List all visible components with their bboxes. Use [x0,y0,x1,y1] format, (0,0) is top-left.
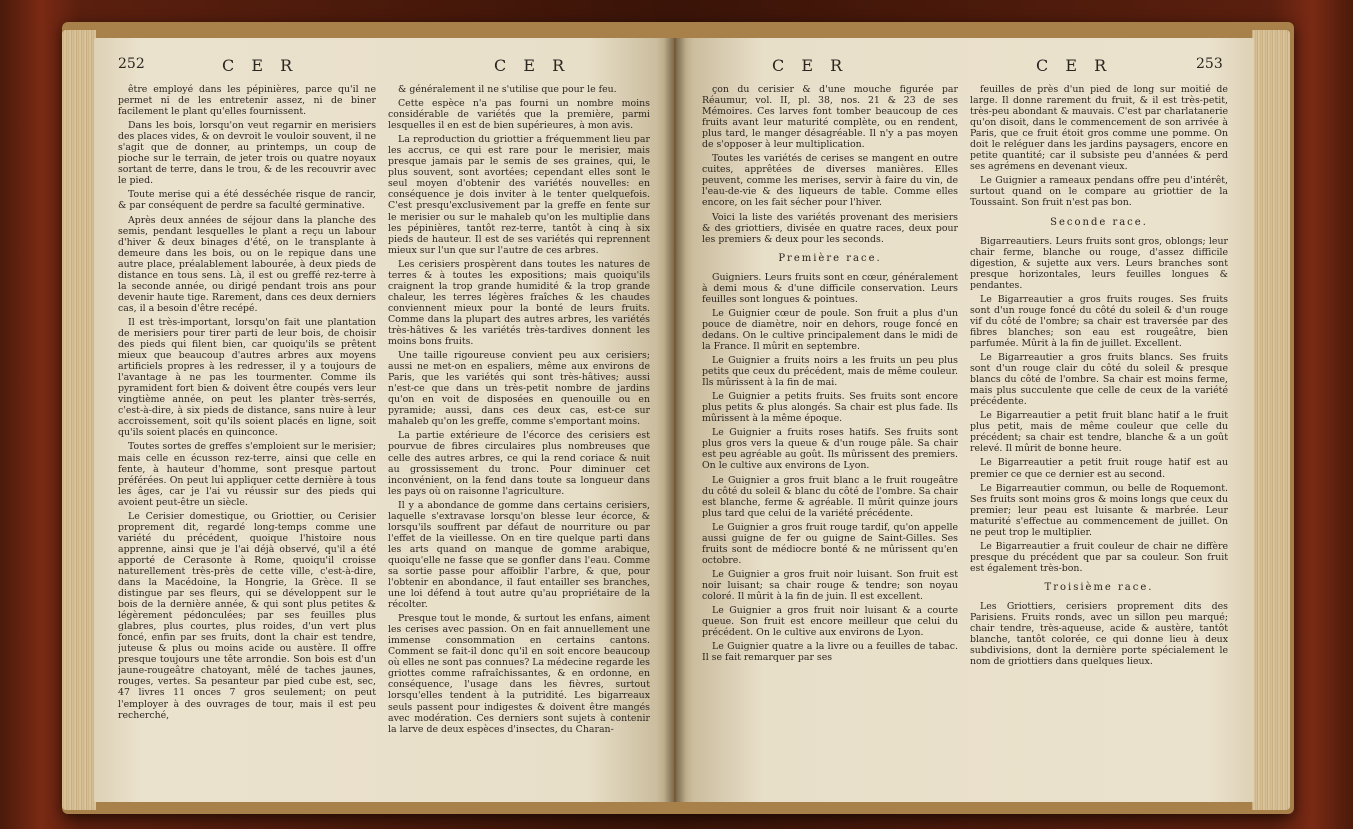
paragraph: Une taille rigoureuse convient peu aux cerisiers; aussi ne met-on en espaliers, même aux environs de Paris, que les variétés qui sont très-hâtives; aussi n'est-ce que dans un très-petit nombre de jardins qu'on en voit de disposées en quenouille ou en pyramide; aussi, dans ces deux cas, est-ce sur mahaleb qu'on les greffe, comme s'emportant moins. [388,350,650,428]
paragraph: Il est très-important, lorsqu'on fait une plantation de merisiers pour tirer parti de leur bois, de choisir des pieds qui filent bien, car quoiqu'ils se prêtent mieux que beaucoup d'autres arbres aux moyens artificiels propres à les redresser, il y a toujours de l'avantage à ne pas les tourmenter. Comme ils pyramident fort bien & doivent être coupés vers leur vingtième année, on peut les planter très-serrés, c'est-à-dire, à six pieds de distance, sans nuire à leur accroissement, soit qu'ils soient placés en ligne, soit qu'ils soient placés en quinconce. [118,316,376,439]
paragraph: Le Guignier a rameaux pendans offre peu d'intérêt, surtout quand on le compare au griottier de la Toussaint. Son fruit n'est pas bon. [970,175,1228,209]
paragraph: Le Guignier cœur de poule. Son fruit a plus d'un pouce de diamètre, noir en dehors, rouge foncé en dedans. On le cultive principalement dans le midi de la France. Il mûrit en septembre. [702,307,958,352]
paragraph: Le Bigarreautier commun, ou belle de Roquemont. Ses fruits sont moins gros & moins longs que ceux du premier; leur peau est luisante & marbrée. Leur maturité s'effectue au commencement de juillet. On ne peut trop le multiplier. [970,482,1228,538]
paragraph: Le Bigarreautier a gros fruits rouges. Ses fruits sont d'un rouge foncé du côté du soleil & d'un rouge vif du côté de l'ombre; sa chair est traversée par des fibres blanches; son eau est rougeâtre, bien parfumée. Mûrit à la fin de juillet. Excellent. [970,293,1228,349]
running-head: C E R [222,56,299,75]
text-column-2 [388,84,650,794]
paragraph: Le Bigarreautier a petit fruit rouge hatif est au premier ce que ce dernier est au second. [970,457,1228,480]
text-column-1 [702,84,958,794]
paragraph: Toute merise qui a été desséchée risque de rancir, & par conséquent de perdre sa faculté germinative. [118,189,376,212]
paragraph: feuilles de près d'un pied de long sur moitié de large. Il donne rarement du fruit, & il est très-petit, très-peu abondant & mauvais. C'est par charlatanerie qu'on disoit, dans le commencement de son arrivée à Paris, que ce fruit étoit gros comme une pomme. On doit le reléguer dans les jardins paysagers, encore en petite quantité; car il subsiste peu d'années & perd ses agrémens en devenant vieux. [970,84,1228,173]
paragraph: Les Griottiers, cerisiers proprement dits des Parisiens. Fruits ronds, avec un sillon peu marqué; chair tendre, très-aqueuse, acide & austère, tantôt blanche, tantôt colorée, ce qui donne lieu à deux subdivisions, dont la dernière porte spécialement le nom de griottiers dans quelques lieux. [970,600,1228,668]
paragraph: Toutes sortes de greffes s'emploient sur le merisier; mais celle en écusson rez-terre, ainsi que celle en fente, à hauteur d'homme, sont presque partout préférées. On peut lui appliquer cette dernière à tous les âges, car je l'ai vu réussir sur des pieds qui avoient peut-être un siècle. [118,441,376,508]
paragraph: Il y a abondance de gomme dans certains cerisiers, laquelle s'extravase lorsqu'on blesse leur écorce, & lorsqu'ils souffrent par défaut de nourriture ou par l'effet de la vieillesse. On en tire quelque parti dans les arts quand on manque de gomme arabique, quoiqu'elle ne fasse que se gonfler dans l'eau. Comme sa sortie passe pour affoiblir l'arbre, & que, pour l'obtenir en abondance, il faut entailler ses branches, une loi défend à tout autre qu'au propriétaire de la récolter. [388,499,650,611]
paragraph: Le Guignier a fruits roses hatifs. Ses fruits sont plus gros vers la queue & d'un rouge pâle. Sa chair est peu agréable au goût. Ils mûrissent des premiers. On le cultive aux environs de Lyon. [702,427,958,472]
paragraph: Le Guignier quatre a la livre ou a feuilles de tabac. Il se fait remarquer par ses [702,641,958,664]
section-heading: Seconde race. [1050,216,1148,228]
paragraph: çon du cerisier & d'une mouche figurée par Réaumur, vol. II, pl. 38, nos. 21 & 23 de ses Mémoires. Ces larves font tomber beaucoup de ces fruits avant leur maturité complète, ou en rendent, plus tard, le manger désagréable. Il n'y a pas moyen de s'opposer à leur multiplication. [702,84,958,151]
running-head: C E R [1036,56,1113,75]
paragraph: Toutes les variétés de cerises se mangent en outre cuites, apprêtées de diverses manières. Elles peuvent, comme les merises, servir à faire du vin, de l'eau-de-vie & des liqueurs de table. Comme elles encore, on les fait sécher pour l'hiver. [702,153,958,209]
paragraph: Les cerisiers prospèrent dans toutes les natures de terres & à toutes les expositions; mais quoiqu'ils craignent la trop grande humidité & la trop grande chaleur, les terres légères fraîches & les chaudes conviennent mieux pour la bonté de leurs fruits. Comme dans la plupart des autres arbres, les variétés très-hâtives & les variétés très-tardives donnent les moins bons fruits. [388,258,650,348]
running-head: C E R [494,56,571,75]
paragraph: La reproduction du griottier a fréquemment lieu par les accrus, ce qui est rare pour le merisier, mais presque jamais par le semis de ses graines, qui, le plus souvent, sont avortées; cependant elles sont le seul moyen d'obtenir des variétés nouvelles: en conséquence je dois inviter à le tenter quelquefois. C'est presqu'exclusivement par la greffe en fente sur le merisier ou sur le mahaleb qu'on les multiplie dans les pépinières, tantôt rez-terre, tantôt à cinq à six pieds de hauteur. Il est de ses variétés qui reprennent mieux sur l'un que sur l'autre de ces arbres. [388,134,650,256]
paragraph: Presque tout le monde, & surtout les enfans, aiment les cerises avec passion. On en fait annuellement une immense consommation en certains cantons. Comment se fait-il donc qu'il en soit encore beaucoup où elles ne sont pas connues? La médecine regarde les griottes comme rafraîchissantes, & en ordonne, en conséquence, l'usage dans les fièvres, surtout lorsqu'elles tendent à la putridité. Les bigarreaux seuls passent pour indigestes & doivent être mangés avec modération. Ces derniers sont sujets à contenir la larve de deux espèces d'insectes, du Charan- [388,613,650,735]
page-number-left: 252 [118,56,145,72]
paragraph: Dans les bois, lorsqu'on veut regarnir en merisiers des places vides, & on devroit le vouloir souvent, il ne s'agit que de donner, au printemps, un coup de pioche sur le terrain, de jeter trois ou quatre noyaux sortant de terre, dans le trou, & de les recouvrir avec le pied. [118,120,376,187]
text-column-2 [970,84,1228,794]
running-head: C E R [772,56,849,75]
paragraph: Le Guignier a petits fruits. Ses fruits sont encore plus petits & plus alongés. Sa chair est plus fade. Ils mûrissent à la même époque. [702,391,958,425]
paragraph: Le Guignier a gros fruit rouge tardif, qu'on appelle aussi guigne de fer ou guigne de Saint-Gilles. Ses fruits sont de médiocre bonté & ne mûrissent qu'en octobre. [702,521,958,566]
paragraph: Le Guignier a gros fruit noir luisant & a courte queue. Son fruit est encore meilleur que celui du précédent. On le cultive aux environs de Lyon. [702,605,958,639]
paragraph: Bigarreautiers. Leurs fruits sont gros, oblongs; leur chair ferme, blanche ou rouge, d'assez difficile digestion, & sujette aux vers. Leurs branches sont presque horizontales, leurs feuilles longues & pendantes. [970,235,1228,291]
paragraph: Le Bigarreautier a gros fruits blancs. Ses fruits sont d'un rouge clair du côté du soleil & presque blancs du côté de l'ombre. Sa chair est moins ferme, mais plus succulente que celle de ceux de la variété précédente. [970,352,1228,408]
text-column-1 [118,84,376,794]
paragraph: Guigniers. Leurs fruits sont en cœur, généralement à demi mous & d'une difficile conservation. Leurs feuilles sont longues & pointues. [702,271,958,305]
right-page [676,38,1254,802]
paragraph: & généralement il ne s'utilise que pour le feu. [398,84,617,95]
paragraph: Le Guignier a fruits noirs a les fruits un peu plus petits que ceux du précédent, mais de même couleur. Ils mûrissent à la fin de mai. [702,355,958,389]
left-page [94,38,674,802]
paragraph: Le Bigarreautier a fruit couleur de chair ne diffère presque du précédent que par sa couleur. Son fruit est également très-bon. [970,540,1228,574]
page-number-right: 253 [1196,56,1223,72]
paragraph: Cette espèce n'a pas fourni un nombre moins considérable de variétés que la première, parmi lesquelles il en est de bien supérieures, à mon avis. [388,98,650,132]
section-heading: Première race. [778,252,882,264]
paragraph: Après deux années de séjour dans la planche des semis, pendant lesquelles le plant a reçu un labour d'hiver & deux binages d'été, on le transplante à demeure dans les bois, ou on le repique dans une autre place, préalablement labourée, à deux pieds de distance en tous sens. Là, il est ou greffé rez-terre à la seconde année, ou dirigé pendant trois ans pour devenir haute tige. Rarement, dans ces deux derniers cas, il a besoin d'être recépé. [118,214,376,314]
right-page-edges [1252,30,1290,810]
paragraph: Le Cerisier domestique, ou Griottier, ou Cerisier proprement dit, regardé long-temps comme une variété du précédent, quoique l'histoire nous apprenne, ainsi que je l'ai déjà observé, qu'il a été apporté de Cerasonte à Rome, quoiqu'il croisse naturellement très-près de cette ville, c'est-à-dire, dans la Macédoine, la Hongrie, la Grèce. Il se distingue par ses fleurs, qui se développent sur le bois de la dernière année, & qui sont plus petites & légèrement pédonculées; par ses feuilles plus glabres, plus courtes, plus roides, d'un vert plus foncé, enfin par ses fruits, dont la chair est tendre, juteuse & plus ou moins acide ou austère. Il offre presque toujours une tête arrondie. Son bois est d'un jaune-rougeâtre chatoyant, mêlé de taches jaunes, rouges, vertes. Sa pesanteur par pied cube est, sec, 47 livres 11 onces 7 gros seulement; on peut l'employer à des ouvrages de tour, mais il est peu recherché, [118,510,376,721]
section-heading: Troisième race. [1044,581,1154,593]
left-page-edges [62,30,96,810]
paragraph: Le Bigarreautier a petit fruit blanc hatif a le fruit plus petit, mais de même couleur que celle du précédent; sa chair est tendre, blanche & a un goût relevé. Il mûrit de bonne heure. [970,410,1228,455]
paragraph: Le Guignier a gros fruit noir luisant. Son fruit est noir luisant; sa chair rouge & tendre; son noyau coloré. Il mûrit à la fin de juin. Il est excellent. [702,568,958,602]
paragraph: Le Guignier a gros fruit blanc a le fruit rougeâtre du côté du soleil & blanc du côté de l'ombre. Sa chair est blanche, ferme & agréable. Il mûrit quinze jours plus tard que celui de la variété précédente. [702,474,958,519]
paragraph: La partie extérieure de l'écorce des cerisiers est pourvue de fibres circulaires plus nombreuses que celle des autres arbres, ce qui la rend coriace & nuit au grossissement du tronc. Pour diminuer cet inconvénient, on la fend dans toute sa longueur dans les pays où on raisonne l'agriculture. [388,430,650,497]
paragraph: être employé dans les pépinières, parce qu'il ne permet ni de les entretenir assez, ni de biner facilement le plant qu'elles fournissent. [118,84,376,118]
paragraph: Voici la liste des variétés provenant des merisiers & des griottiers, divisée en quatre races, deux pour les premiers & deux pour les seconds. [702,211,958,245]
